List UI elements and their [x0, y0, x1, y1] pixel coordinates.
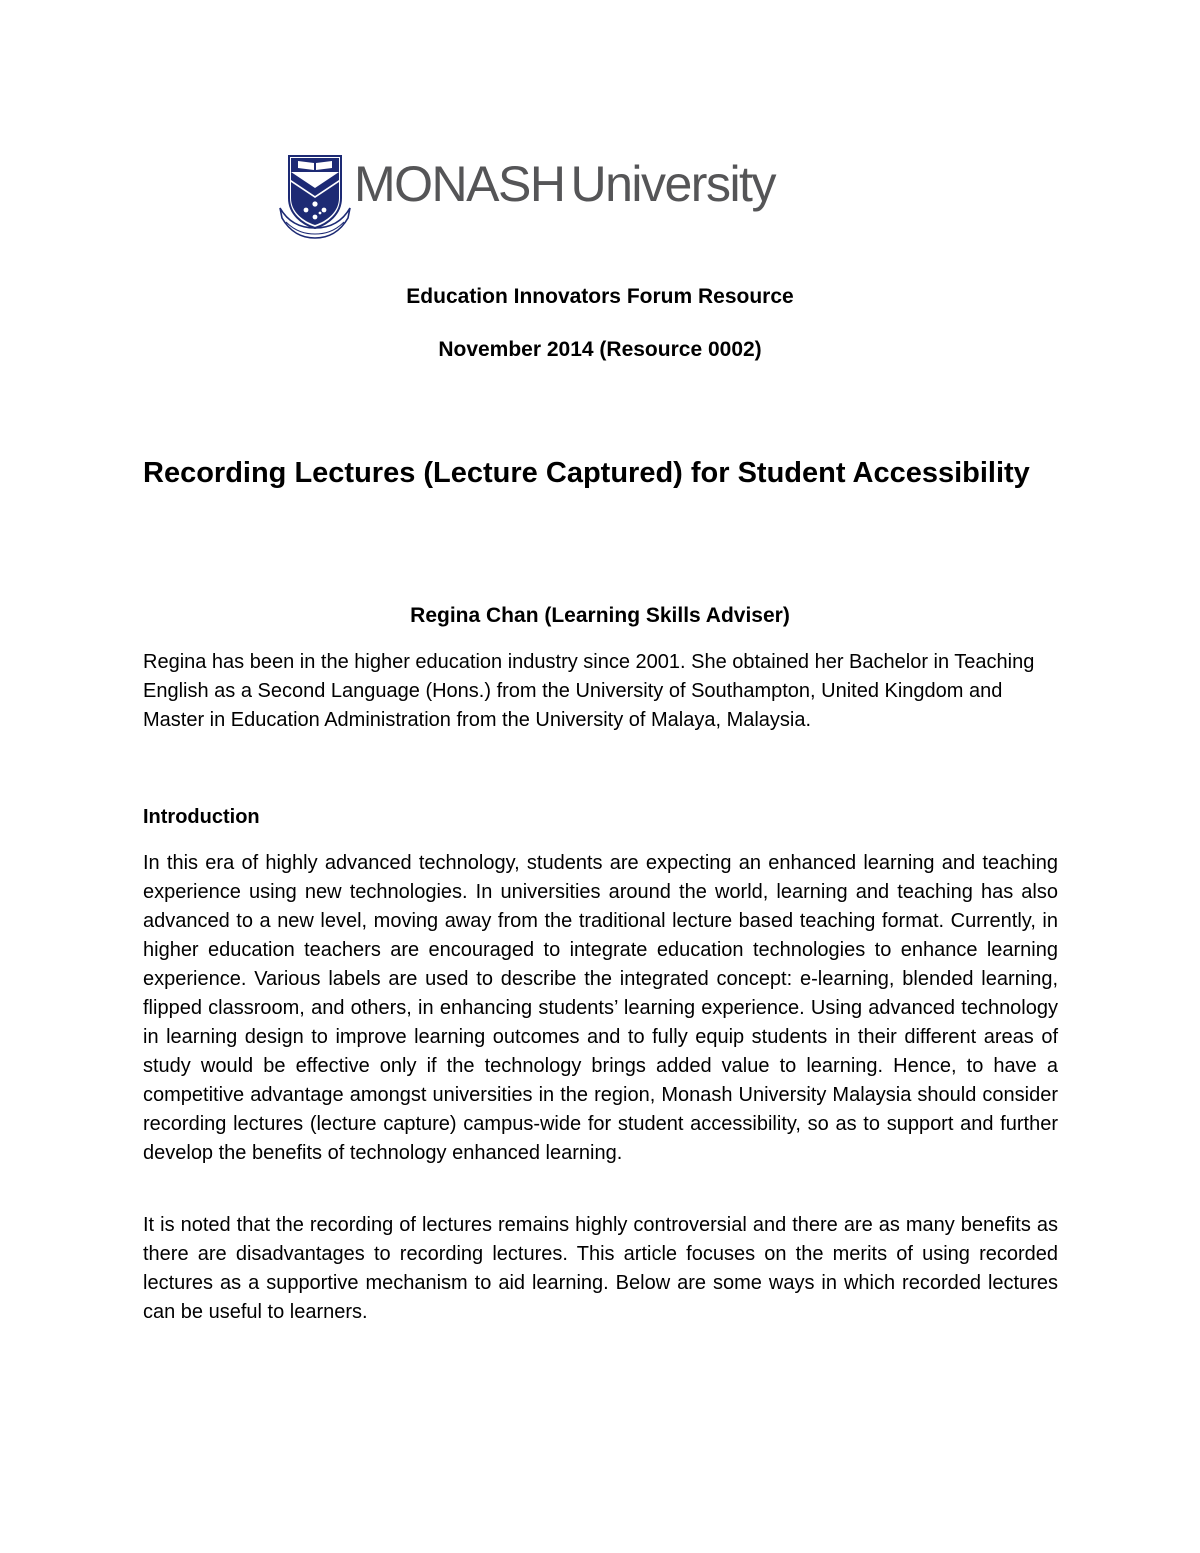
author-line: Regina Chan (Learning Skills Adviser) [410, 604, 790, 627]
logo-brand-primary: MONASH [354, 156, 565, 212]
monash-university-logo [278, 152, 775, 244]
intro-paragraph-1: In this era of highly advanced technology, students are expecting an enhanced learning and teaching experience using new technologies. In universities around the world, learning and teaching has also advanced to a new level, moving away from the traditional lecture based teaching format. Currently, in higher education teachers are encouraged to integrate education technologies to enhance learning experience. Various labels are used to describe the integrated concept: e-learning, blended learning, flipped classroom, and others, in enhancing students’ learning experience. Using advanced technology in learning design to improve learning outcomes and to fully equip students in their different areas of study would be effective only if the technology brings added value to learning. Hence, to have a competitive advantage amongst universities in the region, Monash University Malaysia should consider recording lectures (lecture capture) campus-wide for student accessibility, so as to support and further develop the benefits of technology enhanced learning. [143, 852, 1058, 1164]
logo-brand-secondary: University [570, 156, 775, 212]
date-resource-line: November 2014 (Resource 0002) [438, 338, 762, 361]
author-bio: Regina has been in the higher education industry since 2001. She obtained her Bachelor in Teaching English as a Second Language (Hons.) from the University of Southampton, United Kingdom and Master in Education Administration from the University of Malaya, Malaysia. [143, 651, 1035, 731]
intro-paragraph-2: It is noted that the recording of lectures remains highly controversial and there are as many benefits as there are disadvantages to recording lectures. This article focuses on the merits of using recorded lectures as a supportive mechanism to aid learning. Below are some ways in which recorded lectures can be useful to learners. [143, 1214, 1058, 1323]
forum-resource-line: Education Innovators Forum Resource [406, 285, 794, 308]
section-heading-introduction: Introduction [143, 806, 260, 828]
article-title: Recording Lectures (Lecture Captured) for Student Accessibility [143, 457, 1030, 489]
university-crest-icon [278, 152, 352, 242]
logo-wordmark [354, 156, 775, 212]
